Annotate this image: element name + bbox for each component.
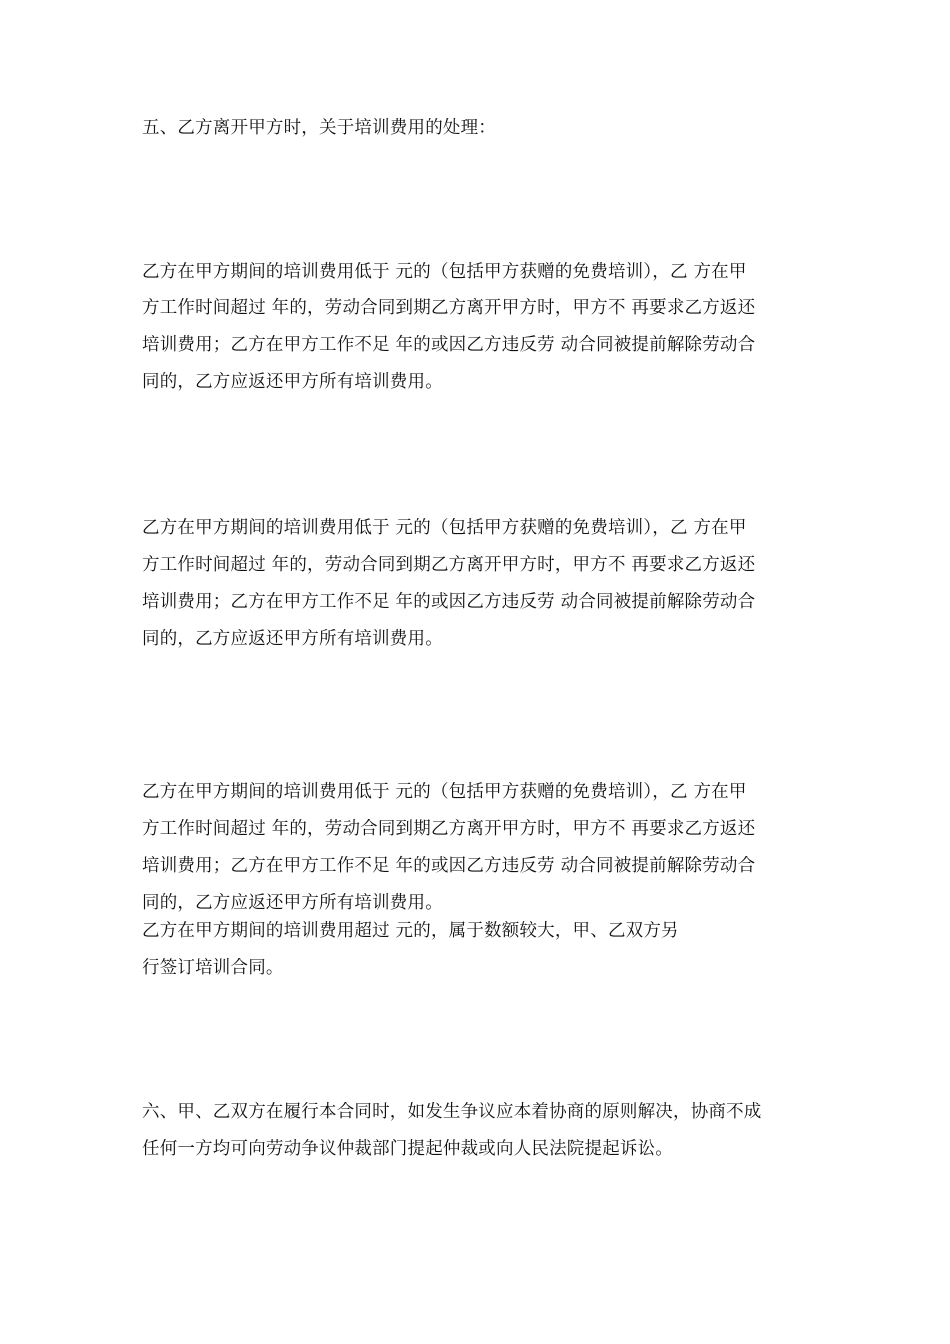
paragraph-line: 同的，乙方应返还甲方所有培训费用。 [142, 629, 443, 649]
paragraph-line: 培训费用；乙方在甲方工作不足 年的或因乙方违反劳 动合同被提前解除劳动合 [142, 856, 756, 876]
paragraph-line: 乙方在甲方期间的培训费用超过 元的，属于数额较大，甲、乙双方另 [142, 921, 679, 941]
paragraph-line: 乙方在甲方期间的培训费用低于 元的（包括甲方获赠的免费培训），乙 方在甲 [142, 262, 747, 282]
section-six-line: 六、甲、乙双方在履行本合同时，如发生争议应本着协商的原则解决，协商不成 [142, 1102, 762, 1122]
paragraph-line: 乙方在甲方期间的培训费用低于 元的（包括甲方获赠的免费培训），乙 方在甲 [142, 518, 747, 538]
section-five-heading: 五、乙方离开甲方时，关于培训费用的处理： [142, 118, 496, 138]
paragraph-line: 同的，乙方应返还甲方所有培训费用。 [142, 372, 443, 392]
paragraph-line: 同的，乙方应返还甲方所有培训费用。 [142, 893, 443, 913]
section-six-line: 任何一方均可向劳动争议仲裁部门提起仲裁或向人民法院提起诉讼。 [142, 1139, 673, 1159]
paragraph-line: 培训费用；乙方在甲方工作不足 年的或因乙方违反劳 动合同被提前解除劳动合 [142, 592, 756, 612]
paragraph-line: 方工作时间超过 年的，劳动合同到期乙方离开甲方时，甲方不 再要求乙方返还 [142, 819, 756, 839]
paragraph-line: 乙方在甲方期间的培训费用低于 元的（包括甲方获赠的免费培训），乙 方在甲 [142, 782, 747, 802]
paragraph-line: 行签订培训合同。 [142, 958, 284, 978]
paragraph-line: 培训费用；乙方在甲方工作不足 年的或因乙方违反劳 动合同被提前解除劳动合 [142, 335, 756, 355]
paragraph-line: 方工作时间超过 年的，劳动合同到期乙方离开甲方时，甲方不 再要求乙方返还 [142, 555, 756, 575]
paragraph-line: 方工作时间超过 年的，劳动合同到期乙方离开甲方时，甲方不 再要求乙方返还 [142, 298, 756, 318]
